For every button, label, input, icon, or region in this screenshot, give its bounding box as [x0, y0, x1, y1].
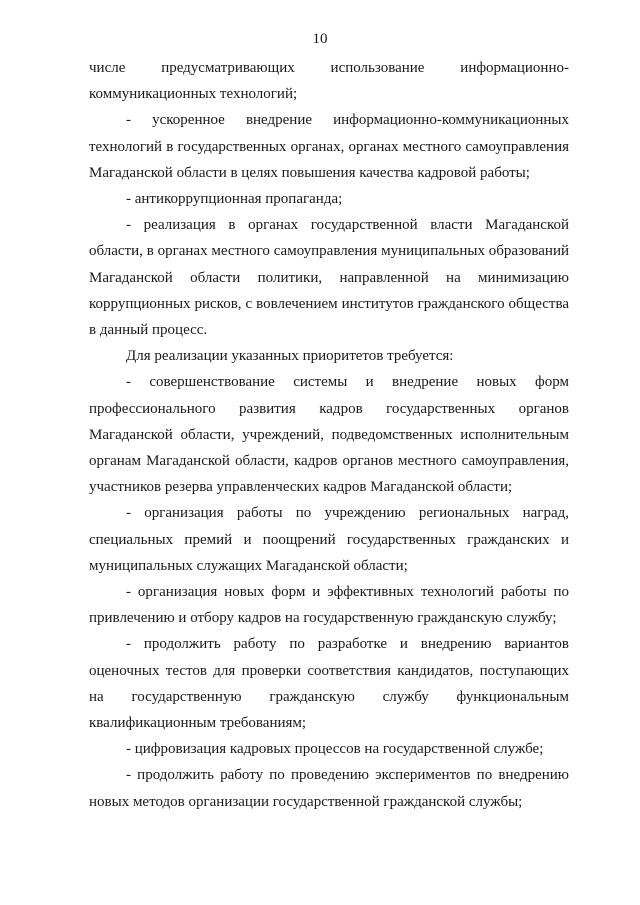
paragraph-professional-development: - совершенствование системы и внедрение новых форм профессионального развития кадров государственных органов Магаданской области, учреждений, подведомственных исполнительным органам Магаданской области, кадров органов местного самоуправления, участников резерва управленческих кадров Магаданской области; [89, 374, 569, 496]
paragraph-continuation: числе предусматривающих использование информационно-коммуникационных технологий; [89, 60, 569, 103]
paragraph-experiments: - продолжить работу по проведению экспериментов по внедрению новых методов организации государственной гражданской службы; [89, 767, 569, 810]
paragraph-assessment-tests: - продолжить работу по разработке и внедрению вариантов оценочных тестов для проверки соответствия кандидатов, поступающих на государственную гражданскую службу функциональным квалификационным требованиям; [89, 636, 569, 732]
paragraph-ict-implementation: - ускоренное внедрение информационно-коммуникационных технологий в государственных органах, органах местного самоуправления Магаданской области в целях повышения качества кадровой работы; [89, 112, 569, 181]
paragraph-requirements-intro: Для реализации указанных приоритетов требуется: [126, 348, 454, 365]
paragraph-hr-digitalization: - цифровизация кадровых процессов на государственной службе; [126, 741, 544, 758]
paragraph-anticorruption-propaganda: - антикоррупционная пропаганда; [126, 191, 343, 208]
paragraph-recruitment-technologies: - организация новых форм и эффективных технологий работы по привлечению и отбору кадров на государственную гражданскую службу; [89, 584, 569, 627]
paragraph-regional-awards: - организация работы по учреждению региональных наград, специальных премий и поощрений государственных гражданских и муниципальных служащих Магаданской области; [89, 505, 569, 574]
document-body [89, 55, 569, 815]
page-number: 10 [312, 31, 328, 47]
paragraph-anticorruption-policy: - реализация в органах государственной власти Магаданской области, в органах местного самоуправления муниципальных образований Магаданской области политики, направленной на минимизацию коррупционных рисков, с вовлечением институтов гражданского общества в данный процесс. [89, 217, 569, 339]
